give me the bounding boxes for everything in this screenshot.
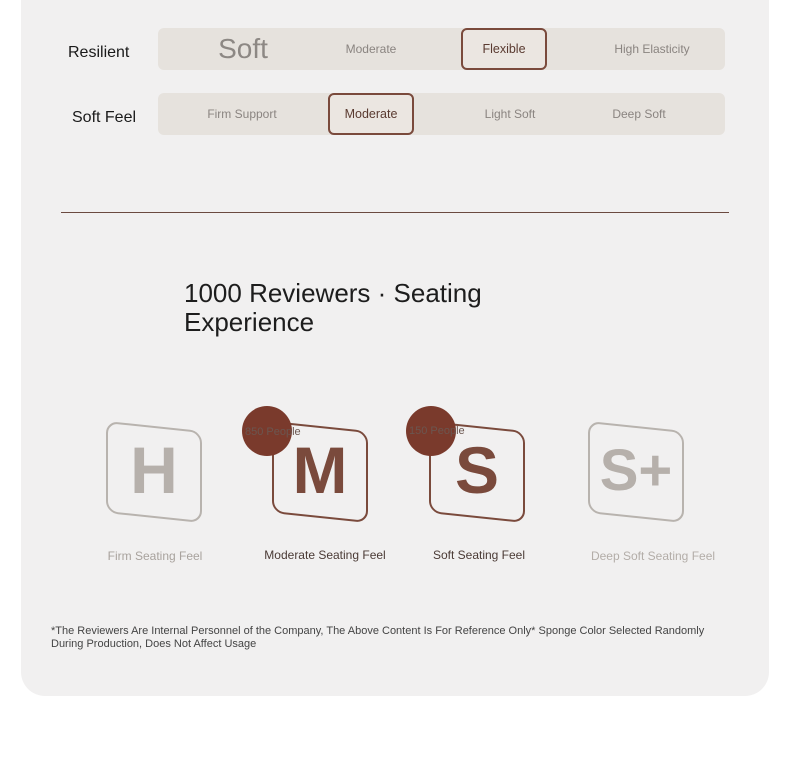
caption-moderate: Moderate Seating Feel xyxy=(264,548,386,562)
badge-letter-m: M xyxy=(292,433,348,507)
row-label-resilient: Resilient xyxy=(68,44,130,61)
soft-feel-option-moderate-selected[interactable]: Moderate xyxy=(328,93,414,135)
people-count-soft: 150 People xyxy=(409,425,465,437)
feel-badge-deep-soft[interactable] xyxy=(588,424,684,520)
soft-feel-option-light-soft[interactable]: Light Soft xyxy=(484,107,536,121)
badge-letter-s: S xyxy=(454,433,500,507)
caption-firm: Firm Seating Feel xyxy=(107,549,203,563)
resilient-option-flexible-selected[interactable]: Flexible xyxy=(461,28,547,70)
disclaimer-footnote: *The Reviewers Are Internal Personnel of the Company, The Above Content Is For Reference Only* Sponge Color Selected Randomly During Production, Does Not Affect Usage xyxy=(51,625,705,650)
resilient-option-soft[interactable]: Soft xyxy=(218,33,268,64)
soft-feel-option-firm-support[interactable]: Firm Support xyxy=(207,107,277,121)
soft-feel-scale xyxy=(158,93,725,135)
caption-deep-soft: Deep Soft Seating Feel xyxy=(590,549,716,563)
people-count-moderate: 850 People xyxy=(245,426,301,438)
soft-feel-option-deep-soft[interactable]: Deep Soft xyxy=(612,107,666,121)
resilient-scale xyxy=(158,28,725,70)
badge-letter-h: H xyxy=(130,433,178,507)
resilient-option-high-elasticity[interactable]: High Elasticity xyxy=(614,42,690,56)
resilient-option-moderate[interactable]: Moderate xyxy=(345,42,397,56)
section-divider xyxy=(61,212,729,213)
row-label-soft-feel: Soft Feel xyxy=(72,109,137,126)
badge-letter-s-plus: S+ xyxy=(599,437,673,503)
section-heading: 1000 Reviewers · Seating Experience xyxy=(184,278,482,337)
caption-soft: Soft Seating Feel xyxy=(432,548,526,562)
feel-badge-firm[interactable] xyxy=(106,424,202,520)
